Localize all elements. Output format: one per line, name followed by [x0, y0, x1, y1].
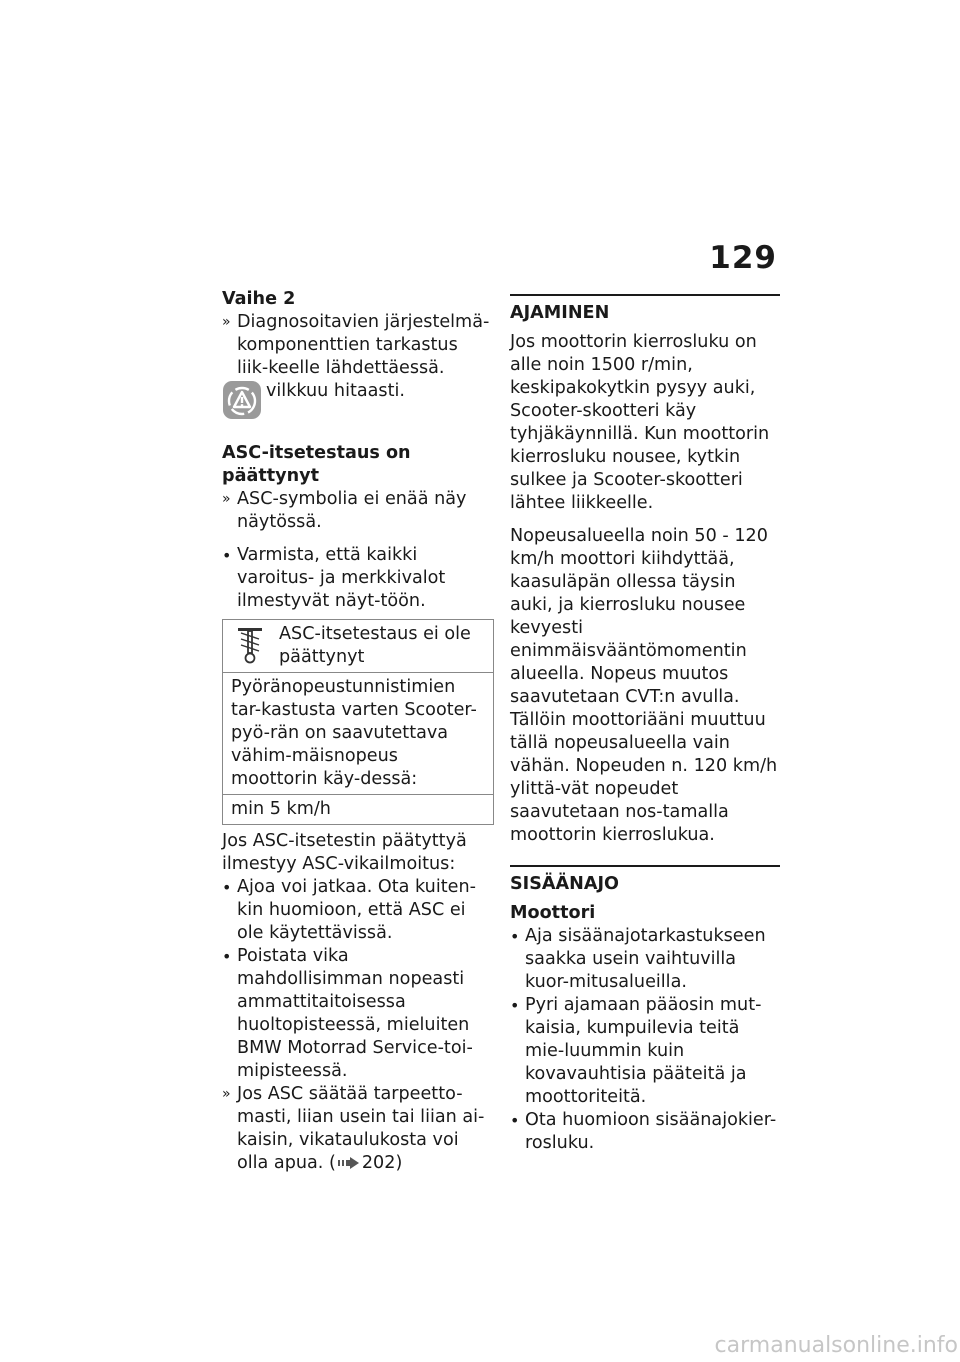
sisaanajo-bullet-text: Pyri ajamaan pääosin mut-kaisia, kumpuilevia teitä mie-luummin kuin kovavauhtisia pääteitä ja moottoriteitä.	[525, 995, 762, 1107]
moottori-subheading: Moottori	[510, 903, 596, 923]
asc-bullet-text: Varmista, että kaikki varoitus- ja merkkivalot ilmestyvät näyt-töön.	[237, 545, 446, 611]
asc-fault-step-text: Jos ASC säätää tarpeetto-masti, liian usein tai liian ai-kaisin, vikataulukosta voi olla apua. (	[237, 1084, 485, 1173]
left-column	[222, 288, 494, 1175]
ajaminen-paragraph: Nopeusalueella noin 50 - 120 km/h moottori kiihdyttää, kaasuläpän ollessa täysin auki, ja kierrosluku nousee kevyesti enimmäisvääntömomentin alueella. Nopeus muutos saavutetaan CVT:n avulla. Tällöin moottoriääni muuttuu tällä nopeusalueella vain vähän. Nopeuden n. 120 km/h ylittä-vät nopeudet saavutetaan nos-tamalla moottorin kierroslukua.	[510, 526, 778, 845]
asc-bullet	[222, 544, 494, 613]
step-marker: »	[222, 1086, 231, 1102]
page-reference-number: 202)	[361, 1153, 403, 1173]
asc-step-text: ASC-symbolia ei enää näy näytössä.	[237, 489, 467, 532]
asc-info-table	[222, 619, 494, 825]
bullet-marker: •	[510, 996, 520, 1015]
warning-light-icon	[222, 380, 262, 420]
wrench-icon	[237, 625, 263, 665]
page-number: 129	[709, 240, 777, 276]
bullet-marker: •	[222, 947, 232, 966]
ajaminen-title: AJAMINEN	[510, 294, 780, 325]
asc-fault-step	[222, 1083, 494, 1175]
asc-table-header-text: ASC-itsetestaus ei ole päättynyt	[279, 624, 471, 667]
bullet-marker: •	[510, 1111, 520, 1130]
sisaanajo-bullet-text: Aja sisäänajotarkastukseen saakka usein vaihtuvilla kuor-mitusalueilla.	[525, 926, 766, 992]
bullet-marker: •	[510, 927, 520, 946]
asc-table-header	[223, 620, 493, 673]
watermark: carmanualsonline.info	[714, 1333, 958, 1358]
asc-table-min-speed: min 5 km/h	[231, 799, 331, 819]
sisaanajo-bullet	[510, 925, 780, 994]
asc-fault-bullet	[222, 945, 494, 1083]
bullet-marker: •	[222, 546, 232, 565]
step-marker: »	[222, 314, 231, 330]
ajaminen-paragraph: Jos moottorin kierrosluku on alle noin 1500 r/min, keskipakokytkin pysyy auki, Scooter-skootteri käy tyhjäkäynnillä. Kun moottorin kierrosluku nousee, kytkin sulkee ja Scooter-skootteri lähtee liikkeelle.	[510, 332, 770, 513]
sisaanajo-bullet	[510, 994, 780, 1109]
asc-fault-intro: Jos ASC-itsetestin päätyttyä ilmestyy ASC-vikailmoitus:	[222, 831, 467, 874]
asc-heading: ASC-itsetestaus on päättynyt	[222, 443, 411, 486]
warning-indicator-row	[222, 380, 494, 420]
asc-fault-bullet-text: Poistata vika mahdollisimman nopeasti ammattitaitoisessa huoltopisteessä, mieluiten BMW Motorrad Service-toi-mipisteessä.	[237, 946, 473, 1081]
asc-fault-bullet	[222, 876, 494, 945]
step-marker: »	[222, 491, 231, 507]
sisaanajo-bullet	[510, 1109, 780, 1155]
warning-indicator-text: vilkkuu hitaasti.	[266, 381, 405, 401]
vaihe2-step	[222, 311, 494, 380]
asc-table-row	[223, 795, 493, 824]
asc-table-row	[223, 673, 493, 795]
asc-step	[222, 488, 494, 534]
asc-table-row-text: Pyöränopeustunnistimien tar-kastusta varten Scooter-pyö-rän on saavutettava vähim-mäisnopeus moottorin käy-dessä:	[231, 677, 477, 789]
right-column	[510, 288, 780, 1155]
vaihe2-step-text: Diagnosoitavien järjestelmä-komponenttien tarkastus liik-keelle lähdettäessä.	[237, 312, 490, 378]
sisaanajo-bullet-text: Ota huomioon sisäänajokier-rosluku.	[525, 1110, 777, 1153]
asc-fault-bullet-text: Ajoa voi jatkaa. Ota kuiten-kin huomioon, että ASC ei ole käytettävissä.	[237, 877, 476, 943]
sisaanajo-title: SISÄÄNAJO	[510, 865, 780, 896]
vaihe2-heading: Vaihe 2	[222, 289, 296, 309]
bullet-marker: •	[222, 878, 232, 897]
page-reference-arrow-icon	[338, 1157, 360, 1169]
